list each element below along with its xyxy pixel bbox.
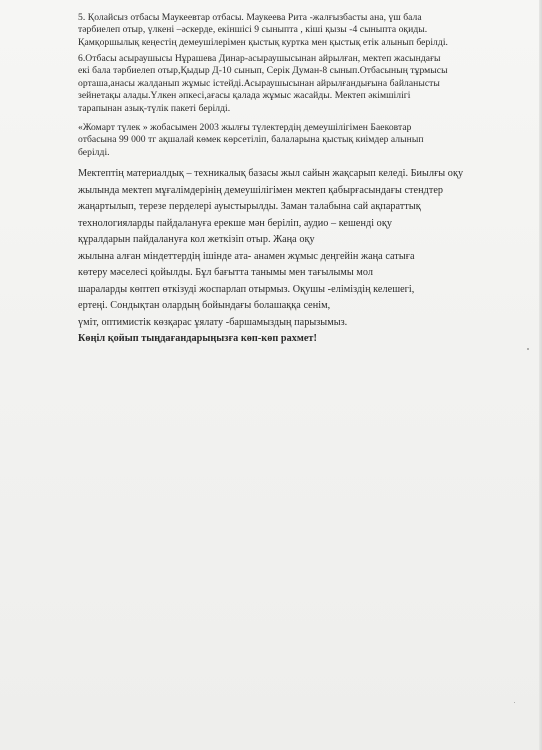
text-line: отбасына 99 000 тг ақшалай көмек көрсетіліп, балаларына қыстық киімдер алынып [78,134,424,146]
scan-speck [514,702,515,703]
text-line: үміт, оптимистік көзқарас ұялату -баршамыздың парызымыз. [78,316,348,328]
text-line: технологияларды пайдалануға ерекше мән беріліп, аудио – кешенді оқу [78,217,392,229]
text-line: шараларды көптеп өткізуді жоспарлап отырмыз. Оқушы -еліміздің келешегі, [78,283,415,295]
scan-speck [527,348,529,350]
text-line: 6.Отбасы асыраушысы Нұрашева Динар-асыраушысынан айрылған, мектеп жасындағы [78,53,441,64]
text-line: тәрбиелеп отыр, үлкені –әскерде, екіншісі 9 сыныпта , кіші қызы -4 сыныпта оқиды. [78,24,428,36]
paragraph-family-5 [78,12,518,49]
text-line: көтеру мәселесі қойылды. Бұл бағытта танымы мен тағылымы мол [78,267,374,278]
text-line: тарапынан азық-түлік пакеті берілді. [78,102,231,114]
text-line: Қамқоршылық кеңестің демеушілерімен қыстық куртка мен қыстық етік алынып берілді. [78,36,448,48]
paragraph-family-6 [78,53,518,115]
text-line: зейнетақы алады.Үлкен әпкесі,ағасы қалада жұмыс жасайды. Мектеп әкімшілігі [78,90,411,102]
text-line: құралдарын пайдалануға кол жеткізіп отыр. Жаңа оқу [78,234,315,245]
text-line: 5. Қолайсыз отбасы Маукеевтар отбасы. Маукеева Рита -жалғызбасты ана, үш бала [78,12,422,23]
text-line: жаңартылып, терезе перделері ауыстырылды. Заман талабына сай ақпараттық [78,201,421,212]
text-line: Мектептің материалдық – техникалық базасы жыл сайын жақсарып келеді. Биылғы оқу [78,168,464,179]
paragraph-school-base [78,166,518,348]
paragraph-zhomart-tulek [78,122,518,159]
text-line: жылында мектеп мұғалімдерінің демеушілігімен мектеп қабырғасындағы стендтер [78,184,444,196]
text-line: «Жомарт түлек » жобасымен 2003 жылғы түлектердің демеушілігімен Баековтар [78,122,412,133]
closing-line: Көңіл қойып тыңдағандарыңызға көп-көп рахмет! [78,333,317,344]
text-line: берілді. [78,146,110,158]
text-line: жылына алған міндеттердің ішінде ата- анамен жұмыс деңгейін жаңа сатыға [78,250,415,262]
text-line: ертеңі. Сондықтан олардың бойындағы болашаққа сенім, [78,300,331,311]
text-line: екі бала тәрбиелеп отыр,Қыдыр Д-10 сынып, Серік Думан-8 сынып.Отбасының тұрмысы [78,65,448,77]
text-line: орташа,анасы жалданып жұмыс істейді.Асыраушысынан айрылғандығына байланысты [78,77,440,89]
